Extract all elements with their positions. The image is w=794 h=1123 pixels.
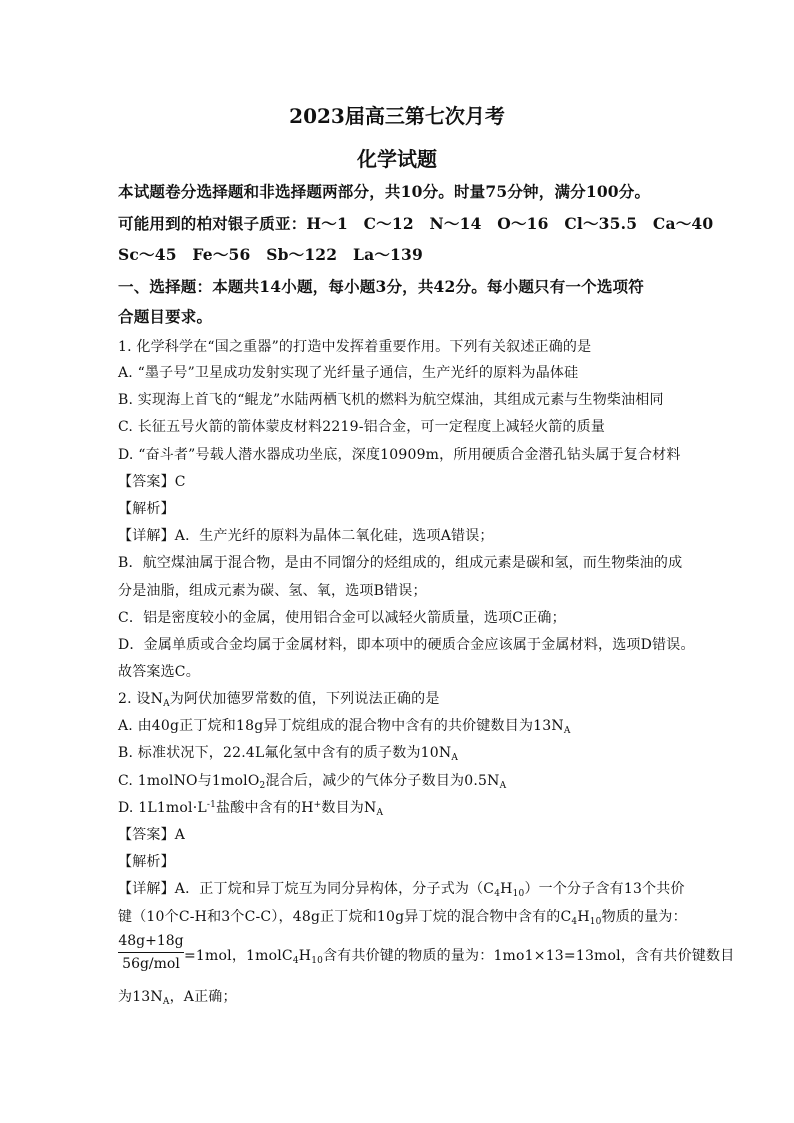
fraction-denominator: 56g/mol: [122, 956, 180, 972]
q2-option-a: A. 由40g正丁烷和18g异丁烷组成的混合物中含有的共价键数目为$13N_A$: [118, 718, 571, 736]
q1-stem: 1. 化学科学在“国之重器”的打造中发挥着重要作用。下列有关叙述正确的是: [118, 339, 592, 355]
q1-option-a: A. “墨子号”卫星成功发射实现了光纤量子通信，生产光纤的原料为晶体硅: [118, 365, 579, 381]
q1-option-d: D. “奋斗者”号载人潜水器成功坐底，深度10909m，所用硬质合金潜孔钻头属于复合材料: [118, 447, 681, 463]
q2-option-c: C. 1molNO与1molO$_2$混合后，减少的气体分子数目为$0.5N_A$: [118, 773, 507, 791]
exam-title: 2023届高三第七次月考: [289, 104, 505, 128]
exam-subtitle: 化学试题: [357, 147, 437, 171]
q2-option-d: D. $1L1mol\cdot L^{-1}$盐酸中含有的H+数目为$N_A$: [118, 800, 384, 818]
q2-stem: 2. 设$N_A$为阿伏加德罗常数的值，下列说法正确的是: [118, 691, 440, 709]
q2-option-b: B. 标准状况下，22.4L氟化氢中含有的质子数为$10N_A$: [118, 745, 459, 763]
q1-detail-line3: 分是油脂，组成元素为碳、氢、氧，选项B错误；: [118, 583, 427, 599]
exam-info: 本试题卷分选择题和非选择题两部分，共10分。时量75分钟，满分100分。: [118, 182, 651, 201]
q2-analysis-label: 【解析】: [118, 854, 175, 870]
q1-detail-line4: C．铝是密度较小的金属，使用铝合金可以减轻火箭质量，选项C正确；: [118, 610, 566, 626]
q1-detail-line2: B．航空煤油属于混合物，是由不同馏分的烃组成的，组成元素是碳和氢，而生物柴油的成: [118, 555, 683, 571]
atomic-masses-line2: Sc～45 Fe～56 Sb～122 La～139: [118, 245, 423, 264]
q1-option-c: C. 长征五号火箭的箭体蒙皮材料2219-铝合金，可一定程度上减轻火箭的质量: [118, 419, 606, 435]
q2-answer: 【答案】A: [118, 827, 186, 843]
q2-detail-line3: =1mol，$1molC_4H_{10}$含有共价键的物质的量为：1mo1×13=13mol，含有共价键数目: [184, 948, 735, 966]
q1-detail-line1: 【详解】A．生产光纤的原料为晶体二氧化硅，选项A错误；: [118, 528, 494, 544]
q1-option-b: B. 实现海上首飞的“鲲龙”水陆两栖飞机的燃料为航空煤油，其组成元素与生物柴油相同: [118, 392, 664, 408]
q1-answer: 【答案】C: [118, 474, 186, 490]
q2-detail-line4: 为$13N_A$，A正确；: [118, 989, 237, 1007]
q2-detail-line1: 【详解】A．正丁烷和异丁烷互为同分异构体，分子式为$(C_4H_{10})$一个分子含有13个共价: [118, 881, 685, 899]
section-heading-line1: 一、选择题：本题共14小题，每小题3分，共42分。每小题只有一个选项符: [118, 277, 644, 296]
fraction-expression: [118, 932, 184, 973]
atomic-masses-line1: 可能用到的柏对银子质亚：H～1 C～12 N～14 O～16 Cl～35.5 Ca～40: [118, 214, 714, 233]
q1-detail-line5: D．金属单质或合金均属于金属材料，即本项中的硬质合金应该属于金属材料，选项D错误。: [118, 637, 695, 653]
q1-analysis-label: 【解析】: [118, 501, 175, 517]
section-heading-line2: 合题目要求。: [118, 307, 213, 326]
fraction-numerator: 48g+18g: [118, 932, 184, 953]
q2-detail-line2: 键（10个C-H和3个C-C），48g正丁烷和10g异丁烷的混合物中含有的$C_4H_{10}$物质的量为：: [118, 909, 687, 927]
q1-detail-line6: 故答案选C。: [118, 664, 200, 680]
